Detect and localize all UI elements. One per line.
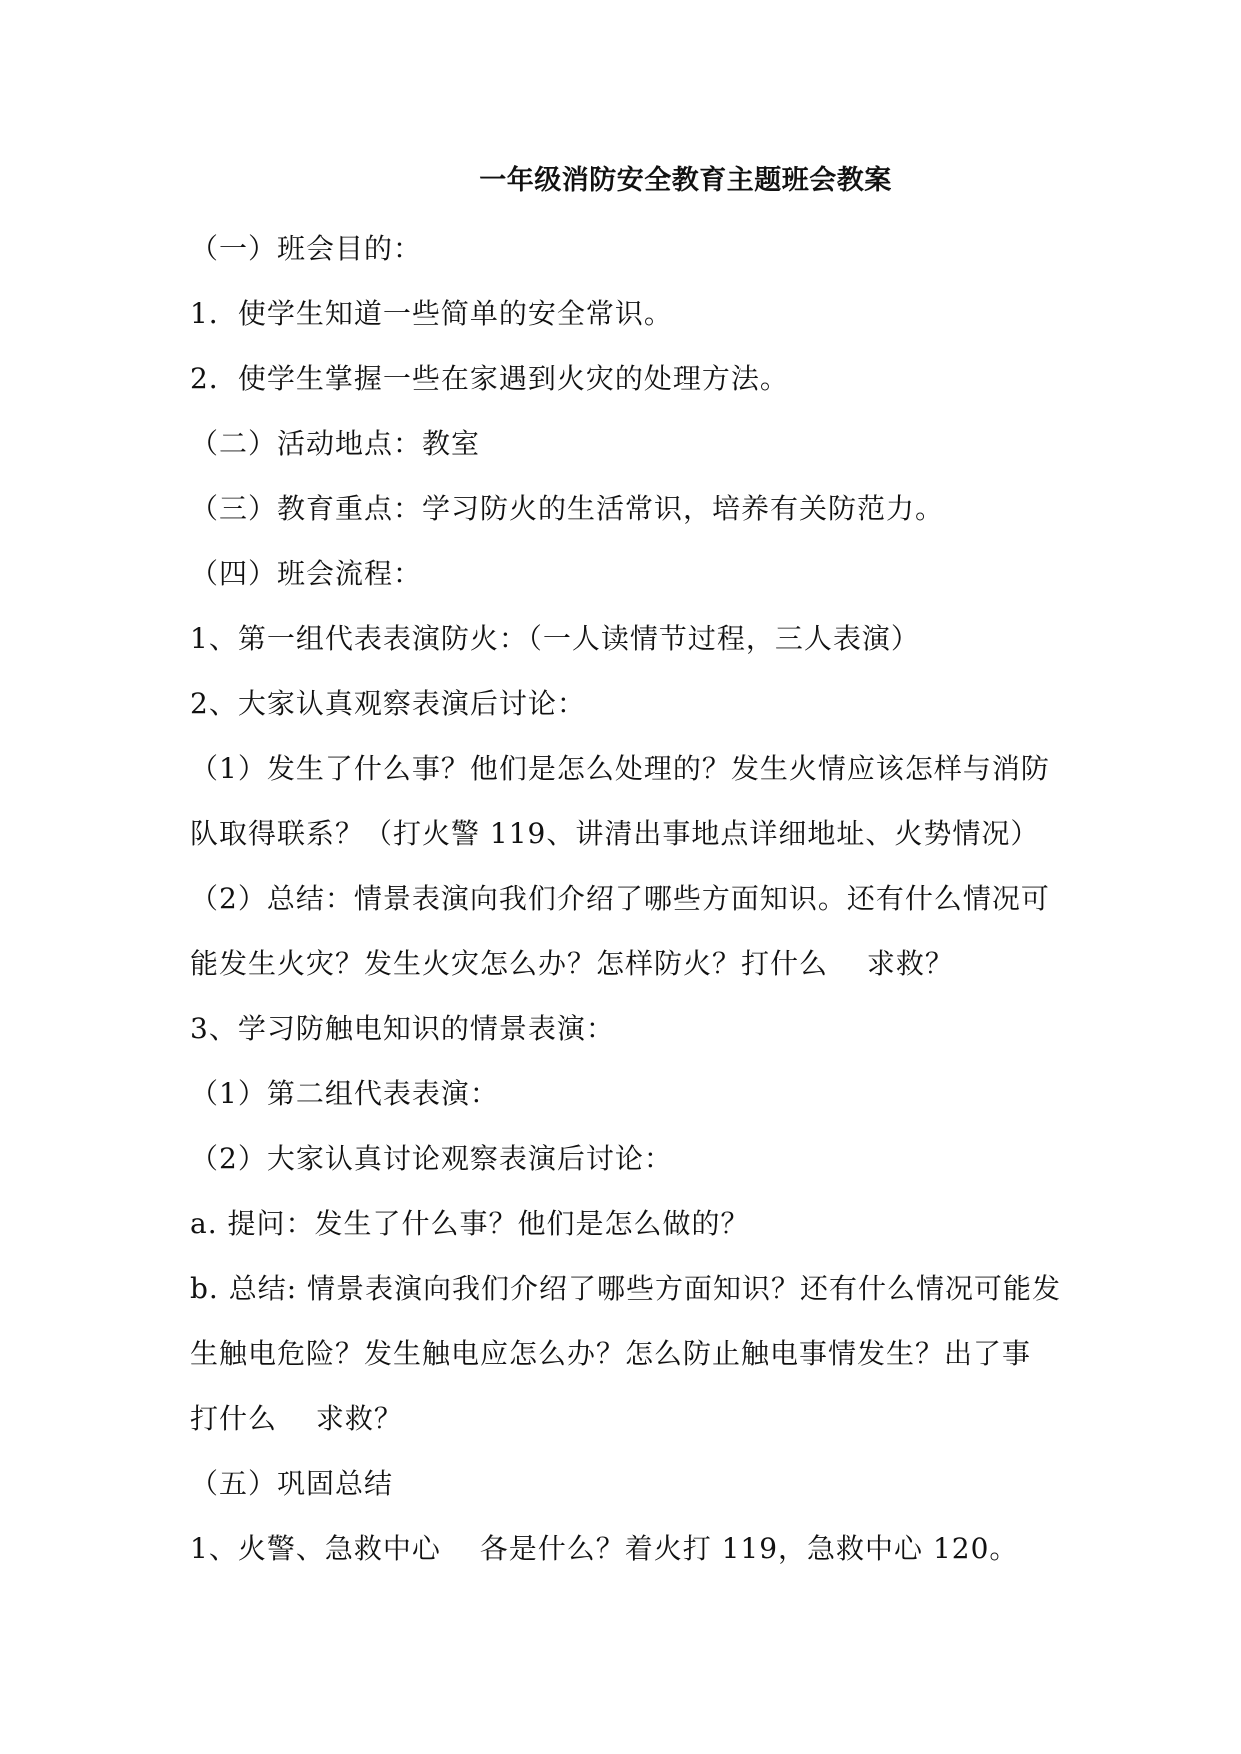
- process-step: 3、学习防触电知识的情景表演：: [190, 1012, 615, 1045]
- section-heading-summary: （五）巩固总结: [190, 1467, 394, 1500]
- paragraph-line: 队取得联系？（打火警 119、讲清出事地点详细地址、火势情况）: [190, 817, 1040, 850]
- paragraph-line: （2）总结：情景表演向我们介绍了哪些方面知识。还有什么情况可: [190, 882, 1050, 915]
- process-step: 2、大家认真观察表演后讨论：: [190, 687, 586, 720]
- document-title: 一年级消防安全教育主题班会教案: [479, 165, 892, 196]
- objective-item: 2．使学生掌握一些在家遇到火灾的处理方法。: [190, 362, 789, 395]
- paragraph-line: b. 总结: 情景表演向我们介绍了哪些方面知识？还有什么情况可能发: [190, 1272, 1062, 1305]
- paragraph-line: （1）发生了什么事？他们是怎么处理的？发生火情应该怎样与消防: [190, 752, 1050, 785]
- objective-item: 1．使学生知道一些简单的安全常识。: [190, 297, 673, 330]
- paragraph-line: 能发生火灾？发生火灾怎么办？怎样防火？打什么 求救？: [190, 947, 954, 980]
- section-heading-location: （二）活动地点：教室: [190, 427, 481, 460]
- paragraph-line: 生触电危险？发生触电应怎么办？怎么防止触电事情发生？出了事: [190, 1337, 1032, 1370]
- paragraph-line: （1）第二组代表表演：: [190, 1077, 499, 1110]
- paragraph-line: a. 提问：发生了什么事？他们是怎么做的？: [190, 1207, 750, 1240]
- document-body: [190, 222, 1070, 1587]
- summary-item: 1、火警、急救中心 各是什么？着火打 119，急救中心 120。: [190, 1532, 1019, 1565]
- paragraph-line: 打什么 求救？: [190, 1402, 403, 1435]
- section-heading-focus: （三）教育重点：学习防火的生活常识，培养有关防范力。: [190, 492, 945, 525]
- section-heading-objectives: （一）班会目的：: [190, 232, 423, 265]
- section-heading-process: （四）班会流程：: [190, 557, 423, 590]
- process-step: 1、第一组代表表演防火：（一人读情节过程，三人表演）: [190, 622, 920, 655]
- paragraph-line: （2）大家认真讨论观察表演后讨论：: [190, 1142, 673, 1175]
